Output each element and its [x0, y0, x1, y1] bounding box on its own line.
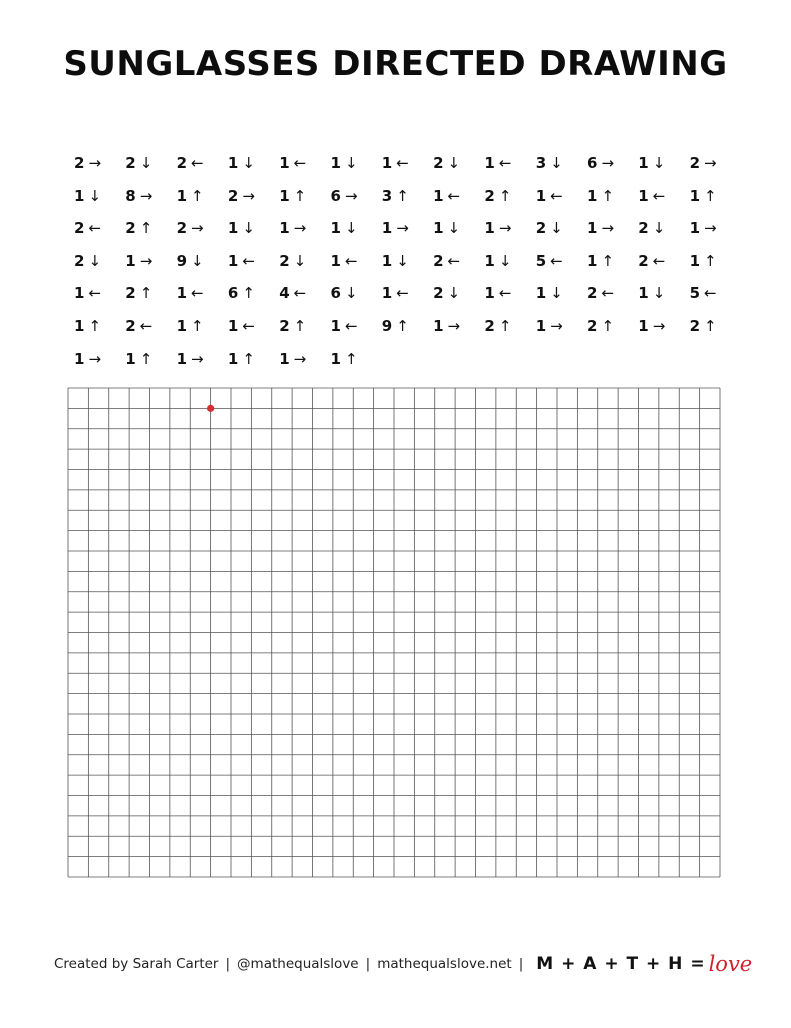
footer-site: mathequalslove.net [377, 956, 512, 972]
direction-arrow: → [293, 219, 307, 238]
direction-count: 2 [125, 154, 136, 172]
direction-count: 2 [535, 219, 547, 238]
direction-count: 2 [689, 154, 701, 172]
direction-arrow: ↑ [498, 317, 512, 335]
direction-arrow: ← [139, 317, 153, 335]
direction-count: 1 [484, 284, 495, 303]
direction-count: 1 [279, 349, 290, 368]
direction-count: 2 [125, 284, 136, 303]
direction-count: 2 [74, 219, 85, 238]
direction-count: 3 [381, 186, 393, 205]
direction-arrow: ← [550, 186, 563, 205]
direction-arrow: ← [293, 284, 307, 303]
direction-arrow: ↑ [191, 186, 204, 205]
direction-count: 1 [381, 219, 393, 238]
direction-arrow: ↑ [293, 317, 307, 335]
direction-count: 1 [689, 219, 701, 238]
direction-count: 1 [330, 317, 341, 335]
direction-count: 1 [484, 251, 495, 270]
direction-arrow: ↑ [88, 317, 102, 335]
direction-count: 1 [587, 251, 598, 270]
direction-arrow: ← [498, 284, 512, 303]
direction-count: 5 [535, 251, 547, 270]
direction-arrow: ↑ [139, 284, 153, 303]
logo-letters: M + A + T + H = [536, 954, 706, 974]
direction-arrow: → [498, 219, 512, 238]
direction-count: 2 [176, 219, 188, 238]
direction-arrow: ← [88, 284, 102, 303]
direction-count: 1 [74, 317, 85, 335]
direction-count: 1 [176, 349, 188, 368]
direction-count: 1 [279, 219, 290, 238]
direction-arrow: ← [396, 154, 409, 172]
direction-arrow: → [139, 186, 153, 205]
direction-arrow: ↑ [242, 349, 255, 368]
direction-count: 2 [279, 317, 290, 335]
direction-arrow: ↑ [704, 186, 717, 205]
direction-arrow: ↑ [139, 349, 153, 368]
direction-arrow: → [601, 154, 615, 172]
direction-arrow: ← [242, 251, 255, 270]
direction-arrow: ← [652, 251, 666, 270]
direction-arrow: ↓ [344, 284, 358, 303]
direction-count: 1 [433, 186, 444, 205]
direction-count: 2 [484, 186, 495, 205]
direction-arrow: ↑ [396, 186, 409, 205]
direction-arrow: ↑ [601, 186, 615, 205]
direction-count: 2 [433, 251, 444, 270]
direction-arrow: → [344, 186, 358, 205]
direction-arrow: ← [344, 251, 358, 270]
direction-arrow: ↓ [498, 251, 512, 270]
direction-arrow: ↓ [396, 251, 409, 270]
direction-count: 2 [176, 154, 188, 172]
direction-arrow: ↓ [550, 219, 563, 238]
direction-count: 1 [125, 251, 136, 270]
direction-arrow: ← [652, 186, 666, 205]
direction-count: 9 [381, 317, 393, 335]
direction-arrow: ← [447, 186, 461, 205]
direction-count: 4 [279, 284, 290, 303]
direction-count: 1 [176, 317, 188, 335]
direction-count: 2 [279, 251, 290, 270]
direction-count: 1 [74, 349, 85, 368]
direction-count: 1 [535, 317, 547, 335]
direction-count: 1 [176, 186, 188, 205]
direction-arrow: ← [550, 251, 563, 270]
direction-count: 2 [587, 317, 598, 335]
direction-count: 2 [484, 317, 495, 335]
direction-arrow: ↓ [550, 284, 563, 303]
logo-love: love [708, 952, 753, 976]
direction-arrow: ↑ [191, 317, 204, 335]
direction-count: 2 [125, 317, 136, 335]
direction-count: 1 [689, 186, 701, 205]
direction-arrow: ↑ [704, 317, 717, 335]
direction-arrow: ← [601, 284, 615, 303]
direction-count: 3 [535, 154, 547, 172]
direction-count: 1 [330, 219, 341, 238]
direction-arrow: ↓ [652, 284, 666, 303]
direction-arrow: ↓ [191, 251, 204, 270]
direction-count: 2 [74, 251, 85, 270]
direction-count: 8 [125, 186, 136, 205]
direction-count: 2 [433, 154, 444, 172]
direction-count: 1 [638, 317, 649, 335]
direction-arrow: ↑ [344, 349, 358, 368]
direction-arrow: → [242, 186, 255, 205]
direction-count: 1 [484, 154, 495, 172]
direction-count: 6 [587, 154, 598, 172]
direction-arrow: → [550, 317, 563, 335]
direction-arrow: ← [704, 284, 717, 303]
direction-count: 1 [433, 219, 444, 238]
direction-count: 1 [638, 186, 649, 205]
direction-arrow: → [191, 349, 204, 368]
direction-count: 9 [176, 251, 188, 270]
direction-count: 6 [330, 186, 341, 205]
direction-count: 1 [227, 349, 239, 368]
direction-count: 2 [689, 317, 701, 335]
direction-arrow: ↑ [293, 186, 307, 205]
direction-arrow: → [88, 349, 102, 368]
footer-handle: @mathequalslove [237, 956, 359, 972]
direction-count: 5 [689, 284, 701, 303]
direction-count: 1 [176, 284, 188, 303]
start-point-dot [207, 405, 214, 412]
direction-count: 2 [587, 284, 598, 303]
direction-arrow: ↓ [293, 251, 307, 270]
direction-arrow: ↑ [601, 317, 615, 335]
direction-arrow: ← [344, 317, 358, 335]
direction-count: 2 [638, 251, 649, 270]
direction-count: 6 [330, 284, 341, 303]
direction-arrow: ↓ [550, 154, 563, 172]
direction-arrow: ↓ [88, 186, 102, 205]
direction-arrow: ← [88, 219, 102, 238]
direction-arrow: → [652, 317, 666, 335]
direction-arrow: ↓ [242, 219, 255, 238]
direction-count: 2 [125, 219, 136, 238]
page-title: SUNGLASSES DIRECTED DRAWING [63, 44, 728, 84]
direction-count: 1 [587, 186, 598, 205]
footer-credit: Created by Sarah Carter [54, 956, 219, 972]
direction-count: 1 [279, 154, 290, 172]
direction-count: 1 [484, 219, 495, 238]
direction-arrow: ↑ [498, 186, 512, 205]
direction-count: 2 [74, 154, 85, 172]
direction-arrow: ← [191, 154, 204, 172]
direction-arrow: ↓ [344, 219, 358, 238]
direction-count: 1 [330, 251, 341, 270]
direction-arrow: → [704, 219, 717, 238]
direction-count: 1 [227, 317, 239, 335]
direction-count: 1 [279, 186, 290, 205]
direction-arrow: → [601, 219, 615, 238]
direction-count: 1 [638, 154, 649, 172]
math-equals-love-logo [536, 952, 752, 976]
direction-count: 1 [381, 284, 393, 303]
direction-arrow: ↓ [139, 154, 153, 172]
direction-arrow: → [139, 251, 153, 270]
direction-count: 1 [638, 284, 649, 303]
direction-count: 1 [74, 186, 85, 205]
direction-count: 1 [689, 251, 701, 270]
direction-count: 1 [227, 154, 239, 172]
direction-arrow: ↑ [704, 251, 717, 270]
direction-arrow: ↑ [242, 284, 255, 303]
direction-count: 1 [227, 251, 239, 270]
direction-count: 2 [227, 186, 239, 205]
direction-arrow: → [191, 219, 204, 238]
direction-arrow: ↓ [652, 219, 666, 238]
direction-count: 1 [227, 219, 239, 238]
direction-arrow: ← [498, 154, 512, 172]
direction-arrow: ↓ [447, 219, 461, 238]
direction-arrow: ↓ [242, 154, 255, 172]
direction-arrow: → [396, 219, 409, 238]
direction-count: 1 [535, 284, 547, 303]
direction-arrow: → [88, 154, 102, 172]
footer-separator: | [225, 956, 231, 972]
direction-count: 2 [638, 219, 649, 238]
footer-separator: | [365, 956, 371, 972]
direction-arrow: ← [396, 284, 409, 303]
direction-arrow: → [704, 154, 717, 172]
direction-arrow: ← [447, 251, 461, 270]
direction-arrow: → [293, 349, 307, 368]
direction-count: 2 [433, 284, 444, 303]
direction-arrow: ↓ [447, 284, 461, 303]
footer [54, 952, 752, 976]
direction-arrow: ← [191, 284, 204, 303]
direction-count: 1 [330, 349, 341, 368]
direction-arrow: ↓ [88, 251, 102, 270]
direction-arrow: ← [293, 154, 307, 172]
direction-arrow: ↓ [344, 154, 358, 172]
direction-count: 6 [227, 284, 239, 303]
direction-arrow: ↓ [447, 154, 461, 172]
direction-arrow: ↑ [601, 251, 615, 270]
direction-arrow: ↓ [652, 154, 666, 172]
direction-count: 1 [587, 219, 598, 238]
footer-separator: | [518, 956, 524, 972]
direction-arrow: ↑ [396, 317, 409, 335]
direction-count: 1 [535, 186, 547, 205]
direction-count: 1 [125, 349, 136, 368]
direction-count: 1 [74, 284, 85, 303]
direction-arrow: ← [242, 317, 255, 335]
direction-arrow: ↑ [139, 219, 153, 238]
direction-count: 1 [433, 317, 444, 335]
direction-count: 1 [330, 154, 341, 172]
direction-count: 1 [381, 154, 393, 172]
direction-arrow: → [447, 317, 461, 335]
direction-count: 1 [381, 251, 393, 270]
